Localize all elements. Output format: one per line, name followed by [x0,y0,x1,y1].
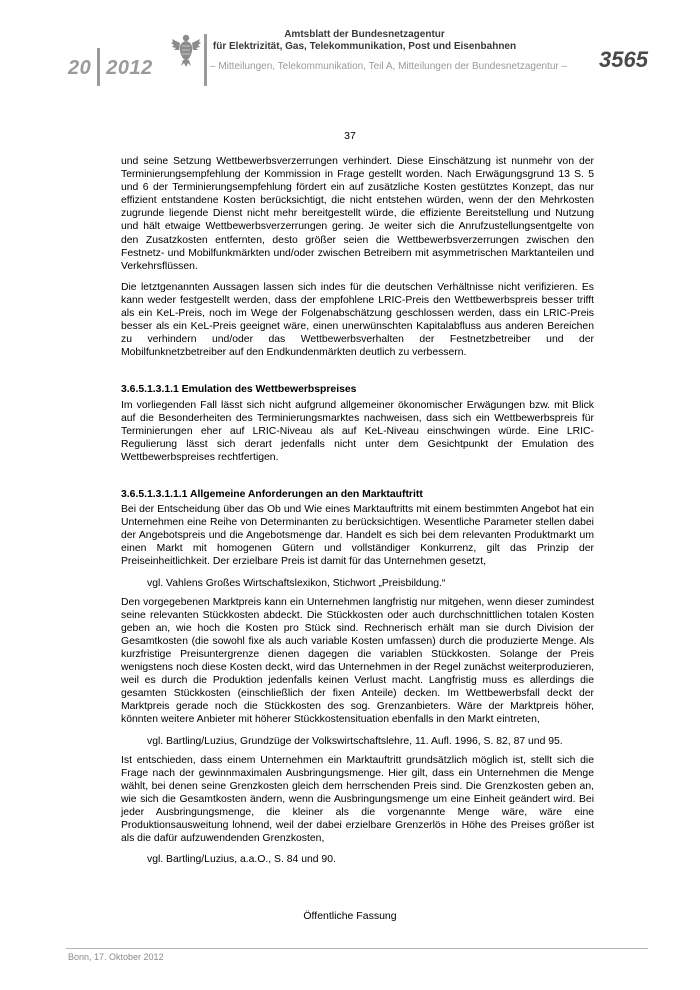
footer-date: Bonn, 17. Oktober 2012 [68,952,164,962]
section-heading: 3.6.5.1.3.1.1 Emulation des Wettbewerbspreises [121,384,357,396]
paragraph: Den vorgegebenen Marktpreis kann ein Unternehmen langfristig nur mitgehen, wenn dieser zumindest seine relevanten Stückkosten abdeckt. Die Stückkosten oder auch durchschnittlichen totalen Kosten geben an, wie hoch die Kosten pro Stück sind. Rechnerisch erhält man sie durch Division der Gesamtkosten (die sowohl fixe als auch variable Kosten umfassen) durch die produzierte Menge. Als kurzfristige Preisuntergrenze dienen dagegen die variablen Stückkosten. Solange der Preis wenigstens noch diese Kosten deckt, wird das Unternehmen in der Regel zunächst weiterproduzieren, weil es durch die Produktion jedenfalls keinen Verlust macht. Langfristig muss es allerdings die gesamten Stückkosten (einschließlich der fixen Anteile) decken. Im Wettbewerbsfall deckt der Marktpreis gerade noch die Stückkosten des sog. Grenzanbieters. Wäre der Marktpreis höher, könnten weitere Anbieter mit höherer Stückkostensituation ebenfalls in den Markt eintreten, [121,596,594,726]
issue-year: 2012 [106,57,153,79]
body-content [121,155,594,872]
paragraph: Bei der Entscheidung über das Ob und Wie eines Marktauftritts mit einem bestimmten Angebot hat ein Unternehmen eine Reihe von Determinanten zu berücksichtigen. Wesentliche Parameter stellen dabei der Angebotspreis und die Angebotsmenge dar. Handelt es sich bei dem relevanten Produktmarkt um einen Markt mit homogenen Gütern und vollständiger Konkurrenz, gilt das Prinzip der Preiseinheitlichkeit. Der erzielbare Preis ist damit für das Unternehmen gesetzt, [121,504,594,568]
footer-label: Öffentliche Fassung [303,910,397,922]
citation: vgl. Vahlens Großes Wirtschaftslexikon, Stichwort „Preisbildung.“ [147,577,446,589]
citation: vgl. Bartling/Luzius, Grundzüge der Volkswirtschaftslehre, 11. Aufl. 1996, S. 82, 87 und 95. [147,735,563,747]
issue-number: 20 [68,57,92,79]
journal-title-line-2: für Elektrizität, Gas, Telekommunikation, Post und Eisenbahnen [212,41,517,52]
journal-subtitle: – Mitteilungen, Telekommunikation, Teil A, Mitteilungen der Bundesnetzagentur – [210,61,568,72]
citation: vgl. Bartling/Luzius, a.a.O., S. 84 und 90. [147,854,336,866]
paragraph: und seine Setzung Wettbewerbsverzerrungen verhindert. Diese Einschätzung ist nunmehr von der Terminierungsempfehlung der Kommission in Frage gestellt worden. Nach Erwägungsgrund 13 S. 5 und 6 der Terminierungsempfehlung fördert ein auf zusätzliche Kosten gestütztes Konzept, das nur effizient entstandene Kosten berücksichtigt, die nicht entstehen würden, wenn der den Mehrkosten zugrunde liegende Dienst nicht mehr bereitgestellt würde, die effiziente Bereitstellung und Nutzung und hält etwaige Wettbewerbsverzerrungen gering. Je weiter sich die Anrufzustellungsentgelte von den Zusatzkosten entfernten, desto größer seien die Wettbewerbsverzerrungen zwischen den Festnetz- und Mobilfunkmärkten und/oder zwischen Betreibern mit asymmetrischen Marktanteilen und Verkehrsflüssen. [121,156,594,272]
journal-page-number: 3565 [599,47,648,72]
footer-divider [66,948,648,949]
issue-divider [97,48,100,86]
issue-label [68,48,153,86]
federal-eagle-icon [170,32,202,68]
paragraph: Im vorliegenden Fall lässt sich nicht aufgrund allgemeiner ökonomischer Erwägungen bzw. mit Blick auf die Besonderheiten des Terminierungsmarktes nachweisen, dass sich ein Wettbewerbspreis für Terminierungen eher auf LRIC-Niveau als auf KeL-Niveau einschwingen würde. Eine LRIC-Regulierung lässt sich derart jedenfalls nicht unter dem Gesichtpunkt der Emulation des Wettbewerbspreises rechtfertigen. [121,399,594,463]
document-page-number: 37 [344,130,356,142]
paragraph: Die letztgenannten Aussagen lassen sich indes für die deutschen Verhältnisse nicht verifizieren. Es kann weder festgestellt werden, dass der empfohlene LRIC-Preis den Wettbewerbspreis besser trifft als ein KeL-Preis, noch im Wege der Folgenabschätzung geschlossen werden, dass ein LRIC-Preis besser als ein KeL-Preis geeignet wäre, einen unerwünschten Kapitalabfluss aus anderen Bereichen zu verhindern und/oder das Wettbewerbsverhalten der Festnetzbetreiber und der Mobilfunknetzbetreiber auf den Endkundenmärkten deutlich zu verbessern. [121,281,594,359]
paragraph: Ist entschieden, dass einem Unternehmen ein Marktauftritt grundsätzlich möglich ist, stellt sich die Frage nach der gewinnmaximalen Ausbringungsmenge. Hier gilt, dass ein Unternehmen die Menge wählt, bei denen seine Grenzkosten gleich dem herrschenden Preis sind. Die Grenzkosten geben an, wie sich die Gesamtkosten ändern, wenn die Ausbringungsmenge um eine Einheit geändert wird. Bei jeder Ausbringungsmenge, die kleiner als die vorgenannte Menge wäre, wäre eine Produktionsausweitung lohnend, weil der dabei erzielbare Grenzerlös in Höhe des Preises größer ist als die dafür aufzuwendenden Grenzkosten, [121,754,594,845]
journal-title-line-1: Amtsblatt der Bundesnetzagentur [284,29,445,40]
journal-title [207,29,522,53]
section-heading: 3.6.5.1.3.1.1.1 Allgemeine Anforderungen an den Marktauftritt [121,488,423,500]
